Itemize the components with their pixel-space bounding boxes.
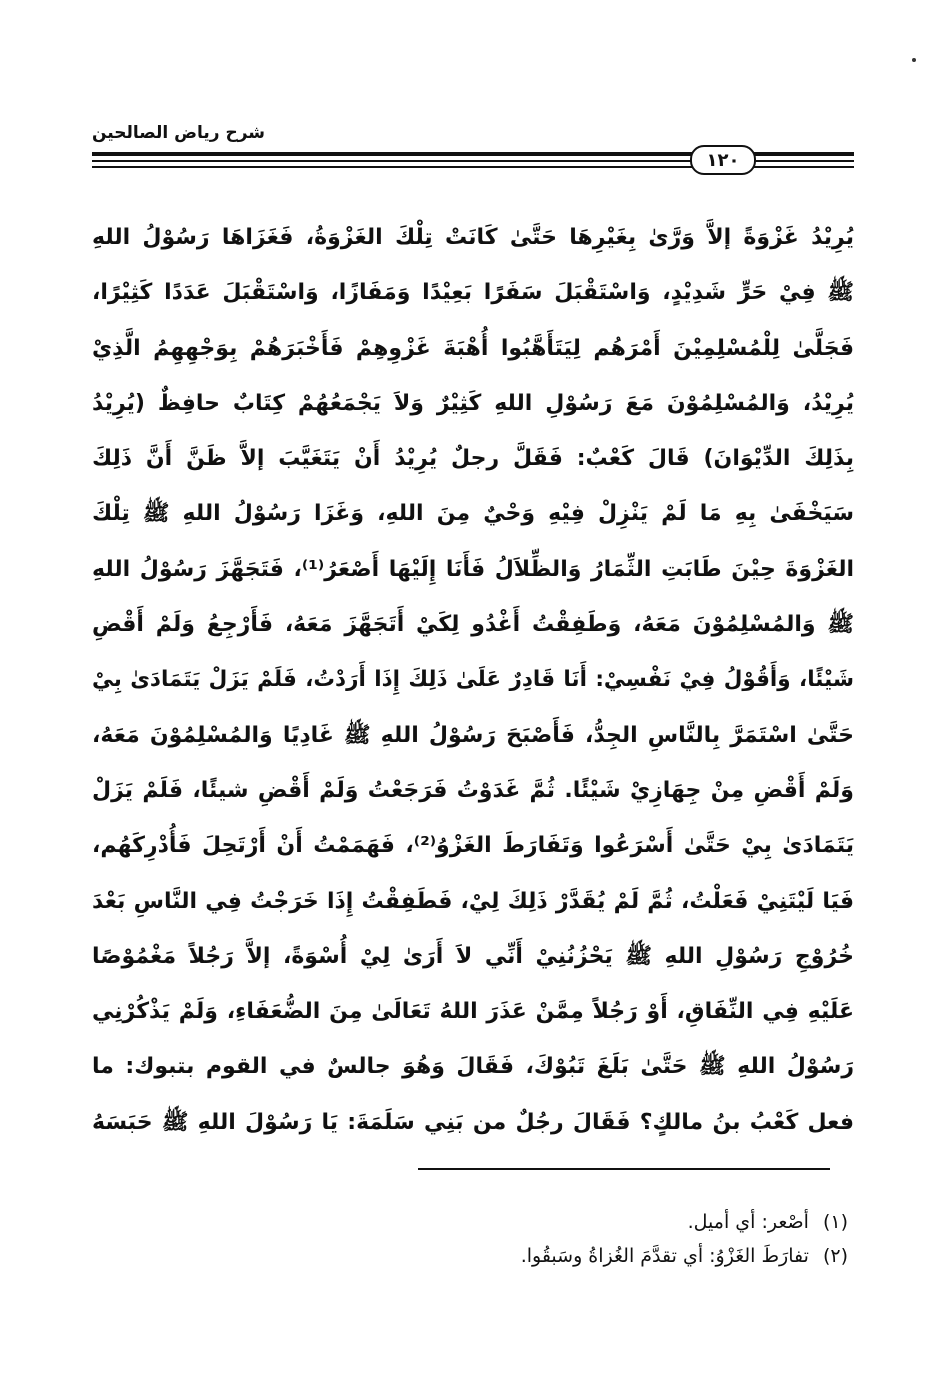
text-line: ﷺ فِيْ حَرٍّ شَدِيْدٍ، وَاسْتَقْبَلَ سَفَرًا بَعِيْدًا وَمَفَازًا، وَاسْتَقْبَلَ عَدَدًا كَثِيْرًا، bbox=[92, 280, 854, 306]
text-line: بِذَلِكَ الدِّيْوَانَ) قَالَ كَعْبٌ: فَقَلَّ رجلٌ يُرِيْدُ أَنْ يَتَغَيَّبَ إلاَّ ظَنَّ أَنَّ ذَلِكَ bbox=[92, 446, 854, 472]
text-line: فَجَلَّىٰ لِلْمُسْلِمِيْنَ أَمْرَهُم لِيَتَأَهَّبُوا أُهْبَةَ غَزْوِهِمْ فَأَخْبَرَهُمْ بِوَجْهِهِمُ الَّذِيْ bbox=[92, 335, 854, 361]
text-line: حَتَّىٰ اسْتَمَرَّ بِالنَّاسِ الجِدُّ، فَأَصْبَحَ رَسُوْلُ اللهِ ﷺ غَادِيًا وَالمُسْلِمُوْنَ مَعَهُ، bbox=[92, 722, 854, 748]
text-line: عَلَيْهِ فِي النِّفَاقِ، أَوْ رَجُلاً مِمَّنْ عَذَرَ اللهُ تَعَالَىٰ مِنَ الضُّعَفَاءِ، وَلَمْ يَذْكُرْنِي bbox=[92, 999, 854, 1025]
footnote-text: تفارَطَ الغَزْوُ: أي تقدَّمَ الغُزاةُ وسَبقُوا. bbox=[520, 1245, 809, 1267]
footnote-item bbox=[400, 1205, 848, 1239]
footnotes bbox=[400, 1205, 848, 1273]
footnote-separator bbox=[418, 1168, 830, 1170]
corner-dot bbox=[912, 58, 916, 62]
page-number: ١٢٠ bbox=[690, 145, 756, 175]
body-text bbox=[92, 210, 854, 1135]
text-line: يُرِيْدُ، وَالمُسْلِمُوْنَ مَعَ رَسُوْلِ اللهِ كَثِيْرٌ وَلاَ يَجْمَعُهُمْ كِتَابٌ حافِظٌ (يُرِيْدُ bbox=[92, 390, 854, 416]
text-line: خُرُوْجِ رَسُوْلِ اللهِ ﷺ يَحْزُنُنِيْ أَنِّي لاَ أَرَىٰ لِيْ أُسْوَةً، إلاَّ رَجُلاً مَغْمُوْصًا bbox=[92, 943, 854, 969]
text-line: الغَزْوَةَ حِيْنَ طَابَتِ الثِّمَارُ وَالظِّلاَلُ فَأَنَا إِلَيْهَا أَصْعَرُ⁽¹⁾، فَتَجَهَّزَ رَسُوْلُ اللهِ bbox=[92, 556, 854, 582]
footnote-number: (٢) bbox=[822, 1245, 848, 1267]
text-line: شَيْئًا، وَأَقُوْلُ فِيْ نَفْسِيْ: أَنَا قَادِرٌ عَلَىٰ ذَلِكَ إِذَا أَرَدْتُ، فَلَمْ يَزَلْ يَتَمَادَىٰ بِيْ bbox=[92, 667, 854, 693]
footnote-number: (١) bbox=[822, 1211, 848, 1233]
text-line: وَلَمْ أَقْضِ مِنْ جِهَازِيْ شَيْئًا. ثُمَّ غَدَوْتُ فَرَجَعْتُ وَلَمْ أَقْضِ شيئًا، فَلَمْ يَزَلْ bbox=[92, 777, 854, 803]
text-line: يُرِيْدُ غَزْوَةً إلاَّ وَرَّىٰ بِغَيْرِهَا حَتَّىٰ كَانَتْ تِلْكَ الغَزْوَةُ، فَغَزَاهَا رَسُوْلُ اللهِ bbox=[92, 225, 854, 250]
text-line: ﷺ وَالمُسْلِمُوْنَ مَعَهُ، وَطَفِقْتُ أَغْدُو لِكَيْ أَتَجَهَّزَ مَعَهُ، فَأَرْجِعُ وَلَمْ أَقْضِ bbox=[92, 612, 854, 638]
running-title: شرح رياض الصالحين bbox=[92, 123, 266, 143]
text-line: فَيَا لَيْتَنِيْ فَعَلْتُ، ثُمَّ لَمْ يُقَدَّرْ ذَلِكَ لِيْ، فَطَفِقْتُ إِذَا خَرَجْتُ فِي النَّاسِ بَعْدَ bbox=[92, 888, 854, 914]
text-line: سَيَخْفَىٰ بِهِ مَا لَمْ يَنْزِلْ فِيْهِ وَحْيٌ مِنَ اللهِ، وَغَزَا رَسُوْلُ اللهِ ﷺ تِلْكَ bbox=[92, 501, 854, 527]
text-line: فعل كَعْبُ بنُ مالكٍ؟ فَقَالَ رجُلٌ من بَنِي سَلَمَةَ: يَا رَسُوْلَ اللهِ ﷺ حَبَسَهُ bbox=[92, 1109, 854, 1135]
text-line: رَسُوْلُ اللهِ ﷺ حَتَّىٰ بَلَغَ تَبُوْكَ، فَقَالَ وَهُوَ جالسٌ في القوم بتبوك: ما bbox=[92, 1054, 854, 1080]
footnote-text: أصْعر: أي أميل. bbox=[687, 1211, 809, 1233]
text-line: يَتَمَادَىٰ بِيْ حَتَّىٰ أَسْرَعُوا وَتَفَارَطَ الغَزْوُ⁽²⁾، فَهَمَمْتُ أَنْ أَرْتَحِلَ فَأُدْرِكَهُم، bbox=[92, 833, 854, 859]
footnote-item bbox=[400, 1239, 848, 1273]
